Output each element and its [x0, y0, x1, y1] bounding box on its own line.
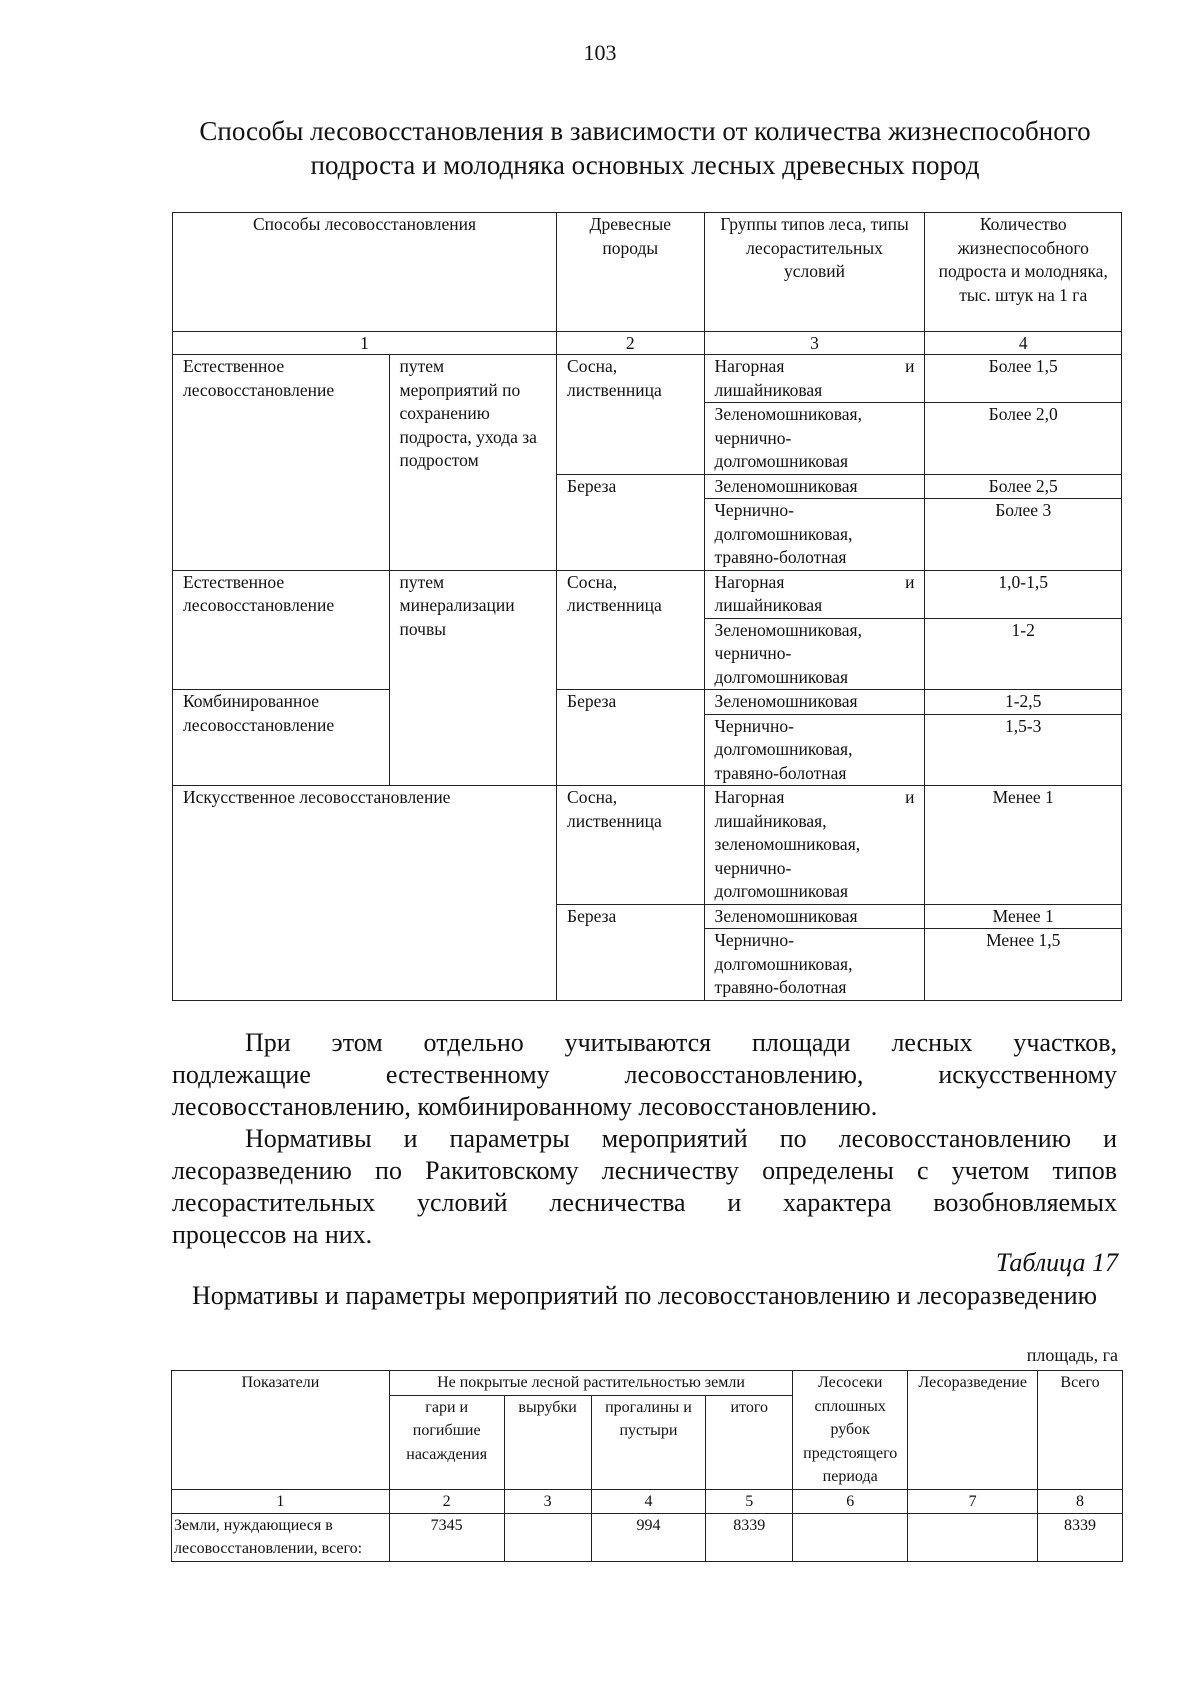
- paragraph-line: Нормативы и параметры мероприятий по лесовосстановлению и: [245, 1124, 1117, 1153]
- forest-type-text: долгомошниковая,: [714, 523, 853, 544]
- forest-type-text: долгомошниковая: [714, 881, 849, 901]
- forest-type-text: Нагорная: [714, 356, 785, 376]
- quantity-value: Более 3: [925, 499, 1122, 571]
- quantity-value: 1,0-1,5: [925, 570, 1122, 618]
- unit-label: площадь, га: [1026, 1345, 1118, 1365]
- cell-afforestation: [908, 1513, 1038, 1561]
- forest-type-text: травяно-болотная: [714, 762, 847, 783]
- quantity-value: Более 2,5: [925, 474, 1122, 499]
- species-birch: Береза: [557, 690, 705, 786]
- header-indicators: Показатели: [172, 1371, 390, 1490]
- forest-type: Зеленомошниковая: [704, 904, 925, 929]
- forest-type-text: лишайниковая,: [714, 810, 827, 831]
- col-number: 1: [173, 332, 557, 355]
- forest-type-text: Нагорная: [714, 787, 785, 807]
- paragraph-line: подлежащие естественному лесовосстановлению, искусственному: [172, 1060, 1117, 1089]
- col-number: 2: [557, 332, 705, 355]
- forest-type-text: долгомошниковая,: [714, 953, 853, 974]
- forest-type: Зеленомошниковая: [704, 474, 925, 499]
- forest-type-text: травяно-болотная: [714, 547, 847, 567]
- forest-type: Зеленомошниковая: [704, 690, 925, 715]
- col-number: 8: [1038, 1489, 1123, 1513]
- forest-type-text: Нагорная: [714, 571, 785, 592]
- quantity-value: Менее 1: [925, 786, 1122, 905]
- paragraph-line: процессов на них.: [172, 1220, 373, 1249]
- species-birch: Береза: [557, 474, 705, 570]
- method-way-1: путем мероприятий по сохранению подроста, ухода за подростом: [389, 355, 557, 571]
- quantity-value: Менее 1: [925, 904, 1122, 929]
- quantity-value: Более 1,5: [925, 355, 1122, 403]
- species-pine: Сосна, лиственница: [557, 570, 705, 690]
- forest-type: [704, 929, 925, 1001]
- forest-type: [704, 355, 925, 403]
- table-17-caption: Таблица 17: [995, 1248, 1118, 1277]
- cell-burned: 7345: [389, 1513, 504, 1561]
- header-methods: Способы лесовосстановления: [173, 213, 557, 332]
- forest-type: [704, 570, 925, 618]
- forest-type-text: лишайниковая: [714, 595, 823, 615]
- col-number: 3: [504, 1489, 591, 1513]
- quantity-value: 1,5-3: [925, 714, 1122, 786]
- row-label: Земли, нуждающиеся в лесовосстановлении, всего:: [172, 1513, 390, 1561]
- header-afforestation: Лесоразведение: [908, 1371, 1038, 1490]
- paragraph-1: [172, 1027, 1117, 1123]
- reforestation-norms-table: [171, 1370, 1123, 1562]
- species-birch: Береза: [557, 904, 705, 1000]
- forest-type: [704, 499, 925, 571]
- col-number: 1: [172, 1489, 390, 1513]
- header-total: Всего: [1038, 1371, 1123, 1490]
- forest-type-text: Чернично-: [714, 930, 794, 950]
- cell-glades: 994: [591, 1513, 706, 1561]
- forest-type-text: лишайниковая: [714, 379, 823, 400]
- header-quantity: Количество жизнеспособного подроста и молодняка, тыс. штук на 1 га: [925, 213, 1122, 332]
- header-forest-groups: Группы типов леса, типы лесорастительных условий: [704, 213, 925, 332]
- forest-type-text: Зеленомошниковая,: [714, 404, 862, 424]
- col-number: 4: [925, 332, 1122, 355]
- forest-type-text: долгомошниковая,: [714, 739, 853, 759]
- quantity-value: 1-2,5: [925, 690, 1122, 715]
- method-combined: Комбинированное лесовосстановление: [173, 690, 390, 786]
- cell-clearcut: [793, 1513, 908, 1561]
- cell-total-sub: 8339: [706, 1513, 793, 1561]
- forest-type-text: Чернично-: [714, 715, 794, 736]
- header-clearcut: Лесосеки сплошных рубок предстоящего периода: [793, 1371, 908, 1490]
- quantity-value: Менее 1,5: [925, 929, 1122, 1001]
- col-number: 2: [389, 1489, 504, 1513]
- paragraph-line: лесорастительных условий лесничества и характера возобновляемых: [172, 1188, 1117, 1217]
- method-artificial: Искусственное лесовосстановление: [173, 786, 557, 1001]
- forest-type-text: чернично-: [714, 643, 792, 663]
- forest-type-text: чернично-: [714, 427, 792, 448]
- header-species: Древесные породы: [557, 213, 705, 332]
- species-pine: Сосна, лиственница: [557, 355, 705, 475]
- header-burned: гари и погибшие насаждения: [389, 1395, 504, 1489]
- cell-cuttings: [504, 1513, 591, 1561]
- forest-type: [704, 403, 925, 475]
- forest-type-text: долгомошниковая: [714, 666, 849, 687]
- method-way-2: путем минерализации почвы: [389, 570, 557, 786]
- paragraph-2: [172, 1123, 1117, 1251]
- forest-type-text: зеленомошниковая,: [714, 834, 861, 854]
- paragraph-line: лесоразведению по Ракитовскому лесничеству определены с учетом типов: [172, 1156, 1117, 1185]
- paragraph-line: При этом отдельно учитываются площади лесных участков,: [245, 1028, 1117, 1057]
- header-glades: прогалины и пустыри: [591, 1395, 706, 1489]
- species-pine: Сосна, лиственница: [557, 786, 705, 905]
- header-not-covered: Не покрытые лесной растительностью земли: [389, 1371, 792, 1396]
- paragraph-line: лесовосстановлению, комбинированному лесовосстановлению.: [172, 1092, 878, 1121]
- forest-type-text: Чернично-: [714, 500, 794, 520]
- forest-type: [704, 714, 925, 786]
- forest-type-text: и: [905, 356, 915, 376]
- forest-type-text: и: [905, 571, 915, 592]
- header-total-sub: итого: [706, 1395, 793, 1489]
- quantity-value: 1-2: [925, 618, 1122, 690]
- forest-type: [704, 618, 925, 690]
- forest-type-text: долгомошниковая: [714, 451, 849, 471]
- forest-type-text: травяно-болотная: [714, 977, 847, 997]
- quantity-value: Более 2,0: [925, 403, 1122, 475]
- table2-title: Нормативы и параметры мероприятий по лесовосстановлению и лесоразведению: [191, 1281, 1098, 1310]
- header-cuttings: вырубки: [504, 1395, 591, 1489]
- col-number: 4: [591, 1489, 706, 1513]
- forest-type-text: чернично-: [714, 857, 792, 878]
- col-number: 3: [704, 332, 925, 355]
- method-natural-1: Естественное лесовосстановление: [173, 355, 390, 571]
- col-number: 5: [706, 1489, 793, 1513]
- forest-type-text: и: [905, 787, 915, 807]
- forest-type: [704, 786, 925, 905]
- page-number: 103: [583, 40, 617, 65]
- method-natural-2: Естественное лесовосстановление: [173, 570, 390, 690]
- col-number: 6: [793, 1489, 908, 1513]
- cell-total: 8339: [1038, 1513, 1123, 1561]
- table1-title: Способы лесовосстановления в зависимости от количества жизнеспособного подроста и молодняка основных лесных древесных пород: [199, 116, 1091, 180]
- forest-type-text: Зеленомошниковая,: [714, 619, 862, 640]
- reforestation-methods-table: [172, 212, 1122, 1001]
- col-number: 7: [908, 1489, 1038, 1513]
